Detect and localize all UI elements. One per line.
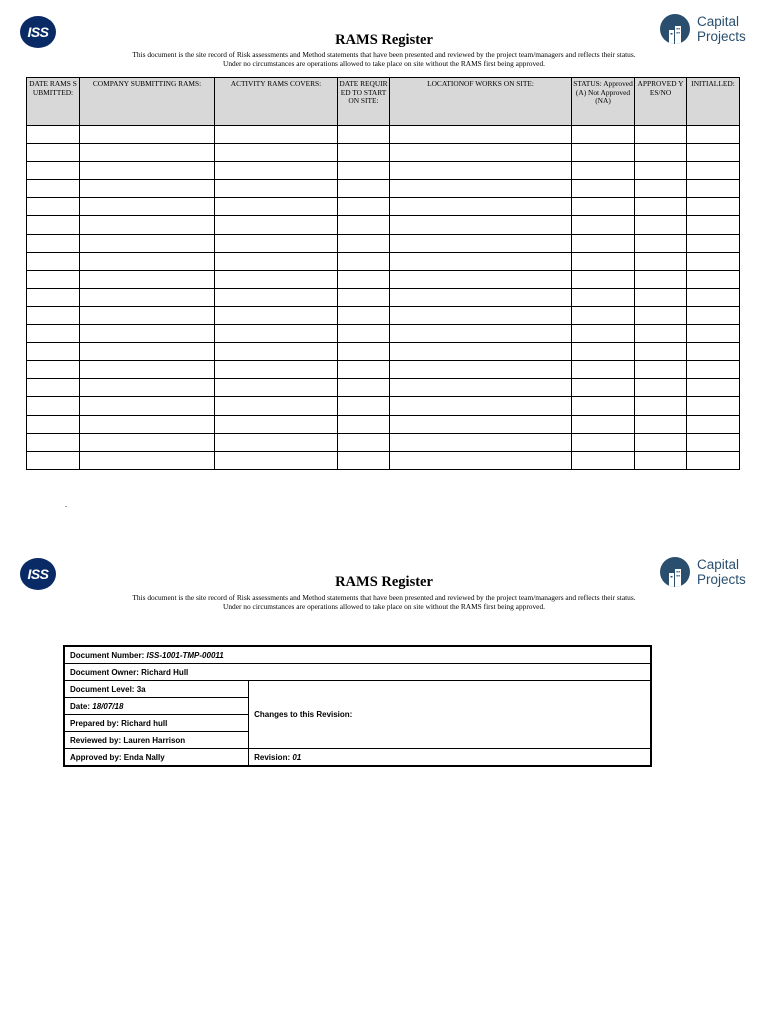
register-cell[interactable] (687, 288, 740, 306)
register-cell[interactable] (635, 198, 687, 216)
register-cell[interactable] (635, 234, 687, 252)
register-row (27, 198, 740, 216)
register-cell[interactable] (572, 288, 635, 306)
register-cell[interactable] (27, 343, 80, 361)
register-cell[interactable] (215, 126, 338, 144)
column-header: DATE RAMS SUBMITTED: (27, 78, 80, 126)
column-header: APPROVED YES/NO (635, 78, 687, 126)
register-cell[interactable] (27, 252, 80, 270)
register-cell[interactable] (390, 433, 572, 451)
subtitle-line-1: This document is the site record of Risk assessments and Method statements that have been presented and reviewed by the project team/managers and reflects their status. (132, 50, 636, 59)
register-cell[interactable] (338, 451, 390, 469)
register-cell[interactable] (572, 361, 635, 379)
register-cell[interactable] (215, 198, 338, 216)
register-cell[interactable] (635, 216, 687, 234)
register-row (27, 379, 740, 397)
register-cell[interactable] (390, 325, 572, 343)
register-cell[interactable] (338, 270, 390, 288)
register-cell[interactable] (338, 288, 390, 306)
capital-line: Capital (697, 557, 740, 572)
register-cell[interactable] (390, 288, 572, 306)
register-cell[interactable] (338, 144, 390, 162)
register-cell[interactable] (635, 415, 687, 433)
register-cell[interactable] (635, 306, 687, 324)
register-cell[interactable] (687, 180, 740, 198)
page-subtitle (0, 50, 768, 68)
prepared-value: Richard hull (121, 718, 168, 728)
register-cell[interactable] (635, 343, 687, 361)
register-cell[interactable] (572, 325, 635, 343)
register-cell[interactable] (687, 270, 740, 288)
register-cell[interactable] (80, 451, 215, 469)
register-cell[interactable] (338, 216, 390, 234)
register-cell[interactable] (572, 216, 635, 234)
register-cell[interactable] (27, 234, 80, 252)
register-cell[interactable] (687, 379, 740, 397)
projects-line: Projects (697, 29, 746, 44)
register-cell[interactable] (390, 126, 572, 144)
register-row (27, 270, 740, 288)
register-cell[interactable] (27, 126, 80, 144)
register-cell[interactable] (27, 180, 80, 198)
register-cell[interactable] (635, 288, 687, 306)
register-cell[interactable] (215, 234, 338, 252)
register-cell[interactable] (635, 126, 687, 144)
owner-label: Document Owner: (70, 667, 139, 677)
register-cell[interactable] (572, 180, 635, 198)
reviewed-value: Lauren Harrison (123, 735, 186, 745)
register-cell[interactable] (80, 180, 215, 198)
reviewed-label: Reviewed by: (70, 735, 122, 745)
register-cell[interactable] (215, 288, 338, 306)
register-row (27, 144, 740, 162)
capital-line: Capital (697, 14, 740, 29)
register-row (27, 216, 740, 234)
document-control-table (63, 645, 652, 767)
column-header: ACTIVITY RAMS COVERS: (215, 78, 338, 126)
register-cell[interactable] (80, 361, 215, 379)
register-cell[interactable] (687, 343, 740, 361)
register-cell[interactable] (215, 252, 338, 270)
register-cell[interactable] (80, 415, 215, 433)
register-cell[interactable] (390, 198, 572, 216)
date-value: 18/07/18 (92, 701, 124, 711)
register-row (27, 306, 740, 324)
register-cell[interactable] (80, 433, 215, 451)
register-cell[interactable] (390, 379, 572, 397)
column-header: LOCATIONOF WORKS ON SITE: (390, 78, 572, 126)
register-row (27, 325, 740, 343)
register-cell[interactable] (572, 433, 635, 451)
approved-label: Approved by: (70, 752, 122, 762)
prepared-label: Prepared by: (70, 718, 119, 728)
register-cell[interactable] (338, 325, 390, 343)
stray-mark: . (65, 500, 67, 509)
register-row (27, 180, 740, 198)
register-cell[interactable] (390, 144, 572, 162)
register-cell[interactable] (635, 433, 687, 451)
register-cell[interactable] (687, 433, 740, 451)
doc-level-row (64, 681, 651, 698)
changes-cell (249, 681, 651, 749)
register-cell[interactable] (215, 451, 338, 469)
register-cell[interactable] (338, 433, 390, 451)
register-cell[interactable] (27, 451, 80, 469)
date-label: Date: (70, 701, 91, 711)
register-cell[interactable] (687, 451, 740, 469)
register-cell[interactable] (27, 270, 80, 288)
register-cell[interactable] (635, 270, 687, 288)
owner-value: Richard Hull (141, 667, 189, 677)
register-cell[interactable] (687, 234, 740, 252)
register-cell[interactable] (80, 306, 215, 324)
register-cell[interactable] (635, 162, 687, 180)
register-cell[interactable] (687, 325, 740, 343)
register-cell[interactable] (635, 379, 687, 397)
register-cell[interactable] (390, 180, 572, 198)
register-row (27, 361, 740, 379)
register-cell[interactable] (572, 198, 635, 216)
register-cell[interactable] (80, 397, 215, 415)
register-cell[interactable] (572, 397, 635, 415)
register-row (27, 288, 740, 306)
register-cell[interactable] (27, 198, 80, 216)
register-header-row (27, 78, 740, 126)
level-label: Document Level: (70, 684, 135, 694)
register-cell[interactable] (687, 415, 740, 433)
register-cell[interactable] (215, 415, 338, 433)
subtitle-line-2: Under no circumstances are operations allowed to take place on site without the RAMS first being approved. (222, 59, 546, 68)
register-cell[interactable] (390, 361, 572, 379)
register-cell[interactable] (27, 325, 80, 343)
register-cell[interactable] (215, 216, 338, 234)
register-cell[interactable] (215, 433, 338, 451)
register-cell[interactable] (572, 234, 635, 252)
register-cell[interactable] (572, 270, 635, 288)
register-row (27, 126, 740, 144)
page-subtitle (0, 593, 768, 611)
register-row (27, 343, 740, 361)
register-cell[interactable] (80, 288, 215, 306)
register-cell[interactable] (338, 361, 390, 379)
register-cell[interactable] (572, 162, 635, 180)
register-cell[interactable] (687, 306, 740, 324)
register-cell[interactable] (687, 361, 740, 379)
register-cell[interactable] (27, 361, 80, 379)
register-cell[interactable] (572, 252, 635, 270)
register-row (27, 252, 740, 270)
page-title: RAMS Register (335, 32, 433, 48)
register-cell[interactable] (215, 306, 338, 324)
register-cell[interactable] (390, 216, 572, 234)
register-cell[interactable] (635, 397, 687, 415)
register-cell[interactable] (215, 397, 338, 415)
register-cell[interactable] (635, 451, 687, 469)
register-cell[interactable] (215, 343, 338, 361)
register-cell[interactable] (338, 180, 390, 198)
register-cell[interactable] (390, 451, 572, 469)
subtitle-line-1: This document is the site record of Risk assessments and Method statements that have been presented and reviewed by the project team/managers and reflects their status. (132, 593, 636, 602)
register-cell[interactable] (338, 397, 390, 415)
register-cell[interactable] (390, 397, 572, 415)
doc-number-row (64, 646, 651, 664)
register-cell[interactable] (215, 325, 338, 343)
register-cell[interactable] (687, 397, 740, 415)
register-cell[interactable] (80, 325, 215, 343)
approved-row (64, 749, 651, 767)
register-cell[interactable] (572, 451, 635, 469)
register-cell[interactable] (572, 415, 635, 433)
changes-label: Changes to this Revision: (254, 710, 353, 719)
page-two (0, 545, 768, 1024)
register-cell[interactable] (338, 252, 390, 270)
register-cell[interactable] (80, 216, 215, 234)
register-cell[interactable] (27, 144, 80, 162)
register-cell[interactable] (687, 252, 740, 270)
column-header: COMPANY SUBMITTING RAMS: (80, 78, 215, 126)
doc-number-value: ISS-1001-TMP-00011 (146, 650, 224, 660)
iss-logo-text: ISS (27, 24, 49, 40)
register-cell[interactable] (338, 415, 390, 433)
register-row (27, 433, 740, 451)
register-row (27, 162, 740, 180)
register-cell[interactable] (215, 361, 338, 379)
register-cell[interactable] (80, 234, 215, 252)
register-cell[interactable] (635, 180, 687, 198)
register-cell[interactable] (635, 361, 687, 379)
register-cell[interactable] (215, 180, 338, 198)
register-cell[interactable] (215, 162, 338, 180)
register-cell[interactable] (338, 306, 390, 324)
register-cell[interactable] (338, 379, 390, 397)
register-cell[interactable] (215, 270, 338, 288)
register-cell[interactable] (80, 162, 215, 180)
register-cell[interactable] (390, 343, 572, 361)
register-cell[interactable] (27, 216, 80, 234)
register-cell[interactable] (27, 379, 80, 397)
register-cell[interactable] (390, 270, 572, 288)
level-value: 3a (136, 684, 146, 694)
register-cell[interactable] (390, 252, 572, 270)
register-cell[interactable] (572, 306, 635, 324)
column-header: INITIALLED: (687, 78, 740, 126)
column-header: STATUS: Approved (A) Not Approved (NA) (572, 78, 635, 126)
register-cell[interactable] (687, 126, 740, 144)
register-cell[interactable] (27, 397, 80, 415)
projects-line: Projects (697, 572, 746, 587)
doc-number-label: Document Number: (70, 650, 145, 660)
page-title: RAMS Register (335, 574, 433, 590)
register-cell[interactable] (635, 144, 687, 162)
register-cell[interactable] (27, 162, 80, 180)
revision-label: Revision: (254, 752, 291, 762)
register-cell[interactable] (390, 234, 572, 252)
register-cell[interactable] (635, 325, 687, 343)
register-cell[interactable] (80, 270, 215, 288)
register-cell[interactable] (338, 198, 390, 216)
register-cell[interactable] (80, 379, 215, 397)
register-cell[interactable] (687, 216, 740, 234)
register-cell[interactable] (80, 343, 215, 361)
register-cell[interactable] (338, 234, 390, 252)
register-cell[interactable] (80, 126, 215, 144)
register-row (27, 451, 740, 469)
register-cell[interactable] (687, 198, 740, 216)
register-cell[interactable] (390, 306, 572, 324)
register-cell[interactable] (215, 144, 338, 162)
subtitle-line-2: Under no circumstances are operations allowed to take place on site without the RAMS first being approved. (222, 602, 546, 611)
register-cell[interactable] (27, 415, 80, 433)
register-cell[interactable] (338, 126, 390, 144)
register-row (27, 397, 740, 415)
register-cell[interactable] (27, 306, 80, 324)
register-cell[interactable] (215, 379, 338, 397)
revision-value: 01 (292, 752, 302, 762)
register-cell[interactable] (27, 433, 80, 451)
register-cell[interactable] (572, 126, 635, 144)
register-cell[interactable] (80, 252, 215, 270)
register-cell[interactable] (687, 162, 740, 180)
register-cell[interactable] (390, 415, 572, 433)
register-cell[interactable] (338, 343, 390, 361)
iss-logo-text: ISS (27, 566, 49, 582)
register-cell[interactable] (27, 288, 80, 306)
register-cell[interactable] (80, 144, 215, 162)
register-cell[interactable] (390, 162, 572, 180)
column-header: DATE REQUIRED TO START ON SITE: (338, 78, 390, 126)
register-cell[interactable] (635, 252, 687, 270)
register-cell[interactable] (338, 162, 390, 180)
rams-register-table (26, 77, 740, 470)
register-cell[interactable] (572, 144, 635, 162)
register-cell[interactable] (572, 343, 635, 361)
approved-value: Enda Nally (123, 752, 165, 762)
register-row (27, 234, 740, 252)
register-row (27, 415, 740, 433)
register-body (27, 126, 740, 470)
register-cell[interactable] (80, 198, 215, 216)
register-cell[interactable] (572, 379, 635, 397)
register-cell[interactable] (687, 144, 740, 162)
doc-owner-row (64, 664, 651, 681)
